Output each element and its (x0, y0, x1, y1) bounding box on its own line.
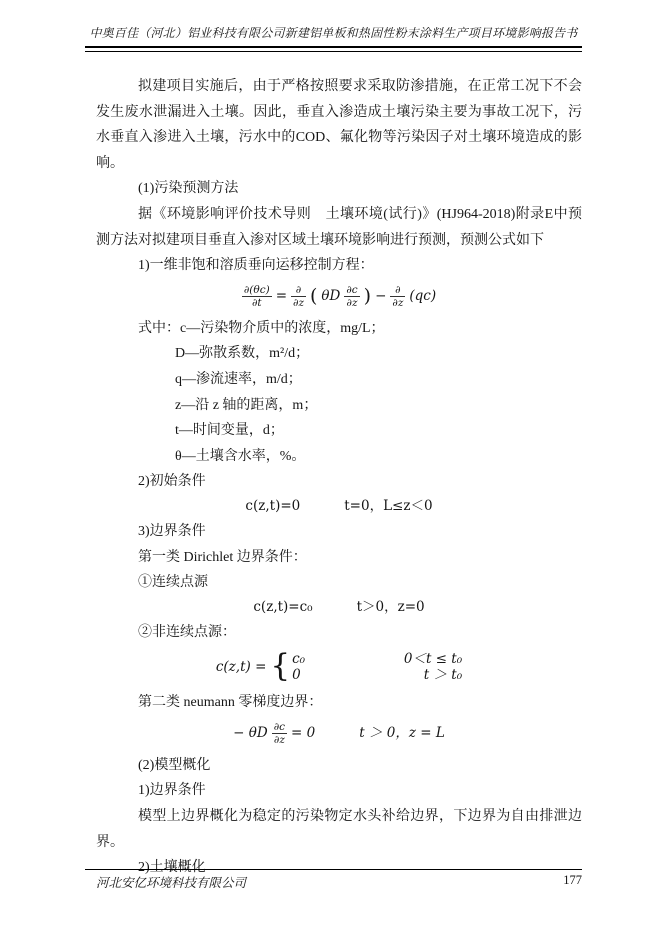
math-case-condition: t ＞ t₀ (423, 666, 463, 683)
where-item: z—沿 z 轴的距离，m； (175, 397, 318, 413)
math-fraction (242, 284, 272, 309)
math-denominator: ∂z (346, 296, 358, 309)
heading-dirichlet: 第一类 Dirichlet 边界条件： (138, 549, 307, 565)
math-term: − θD (233, 725, 268, 742)
math-paren-right: ) (363, 284, 372, 307)
page-number: 177 (563, 873, 582, 887)
math-case-value: 0 (292, 666, 301, 683)
formula-transport-equation (96, 284, 582, 309)
math-numerator: ∂c (273, 720, 286, 733)
math-expression: c(z,t) = (215, 658, 267, 675)
heading-continuous-source: ①连续点源 (138, 575, 208, 591)
formula-noncontinuous-source (96, 648, 582, 685)
math-numerator: ∂ (291, 284, 306, 297)
math-case-condition: 0＜t ≤ t₀ (403, 650, 463, 667)
footer-company: 河北安亿环境科技有限公司 (96, 876, 247, 890)
math-brace: { (270, 648, 291, 685)
heading-soil-generalization: 2)土壤概化 (138, 860, 206, 876)
math-expression: c(z,t)=0 (245, 498, 301, 515)
footer-row (85, 873, 582, 891)
math-case-row (292, 651, 462, 667)
math-term: (qc) (409, 288, 437, 305)
header-rule (85, 46, 582, 52)
math-condition: t＞0，z=0 (356, 599, 425, 615)
heading-boundary-condition-2: 1)边界条件 (138, 783, 206, 799)
heading-neumann: 第二类 neumann 零梯度边界： (138, 695, 323, 711)
heading-noncontinuous-source: ②非连续点源： (138, 625, 236, 641)
math-denominator: ∂z (273, 733, 285, 746)
footer-rule (85, 869, 582, 870)
math-paren-left: ( (309, 284, 318, 307)
math-fraction (291, 284, 306, 309)
formula-continuous-source (96, 599, 582, 615)
math-denominator: ∂z (293, 296, 304, 309)
math-condition: t ＞ 0，z = L (359, 725, 445, 742)
paragraph-model-boundary: 模型上边界概化为稳定的污染物定水头补给边界，下边界为自由排泄边界。 (96, 809, 582, 850)
document-body (96, 74, 582, 881)
formula-initial-condition (96, 498, 582, 514)
where-clause: 式中：c—污染物介质中的浓度，mg/L； (138, 320, 385, 336)
math-term: = 0 (291, 725, 316, 742)
heading-boundary-condition: 3)边界条件 (138, 524, 206, 540)
math-expression: c(z,t)=c₀ (253, 599, 313, 615)
math-operator: − (375, 288, 387, 305)
math-condition: t=0，L≤z＜0 (344, 498, 433, 515)
page-header (85, 24, 582, 52)
math-numerator: ∂c (346, 283, 358, 296)
header-title: 中奥百佳（河北）铝业科技有限公司新建铝单板和热固性粉末涂料生产项目环境影响报告书 (89, 26, 578, 40)
math-numerator: ∂ (390, 284, 405, 297)
where-item: D—弥散系数，m²/d； (175, 346, 310, 362)
math-denominator: ∂t (251, 296, 262, 309)
math-case-rows (292, 651, 462, 683)
where-item: q—渗流速率，m/d； (175, 372, 302, 388)
math-case-row (292, 667, 462, 683)
heading-governing-equation: 1)一维非饱和溶质垂向运移控制方程： (138, 258, 374, 274)
page-footer (85, 869, 582, 891)
paragraph-intro: 拟建项目实施后，由于严格按照要求采取防渗措施，在正常工况下不会发生废水泄漏进入土壤。因此，垂直入渗造成土壤污染主要为事故工况下，污水垂直入渗进入土壤，污水中的COD、氟化物等污染因子对土壤环境造成的影响。 (96, 79, 582, 171)
math-term: θD (321, 288, 341, 305)
math-fraction (272, 721, 287, 746)
where-item: θ—土壤含水率，%。 (175, 448, 306, 464)
math-denominator: ∂z (392, 296, 404, 309)
math-fraction (344, 284, 359, 309)
paragraph-guideline: 据《环境影响评价技术导则 土壤环境(试行)》(HJ964-2018)附录E中预测方法对拟建项目垂直入渗对区域土壤环境影响进行预测，预测公式如下 (96, 206, 582, 248)
formula-neumann-boundary (96, 721, 582, 746)
math-operator: = (275, 288, 288, 305)
heading-prediction-method: (1)污染预测方法 (138, 181, 239, 197)
math-cases (270, 648, 463, 685)
math-numerator: ∂(θc) (243, 283, 270, 296)
where-item: t—时间变量，d； (175, 423, 284, 439)
math-fraction (390, 284, 405, 309)
math-case-value: c₀ (292, 650, 306, 667)
heading-model-generalization: (2)模型概化 (138, 757, 211, 773)
heading-initial-condition: 2)初始条件 (138, 474, 206, 490)
